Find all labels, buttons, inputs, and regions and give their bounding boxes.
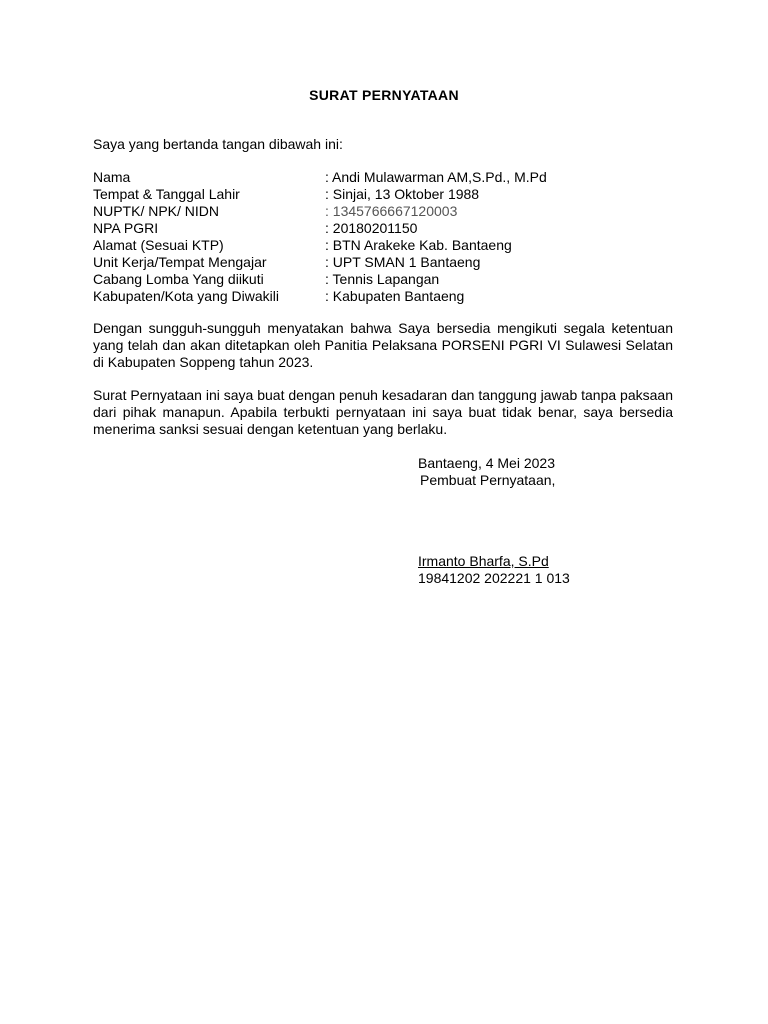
field-value: : UPT SMAN 1 Bantaeng <box>325 254 481 270</box>
field-row-kabupaten <box>93 288 693 305</box>
field-label: Cabang Lomba Yang diikuti <box>93 271 264 287</box>
field-row-nuptk <box>93 203 693 220</box>
signer-name: Irmanto Bharfa, S.Pd <box>418 553 549 569</box>
field-value: : 1345766667120003 <box>325 203 458 219</box>
field-row-nama <box>93 169 693 186</box>
field-label: NPA PGRI <box>93 220 159 236</box>
field-row-unit-kerja <box>93 254 693 271</box>
identity-fields <box>93 169 693 305</box>
field-label: Kabupaten/Kota yang Diwakili <box>93 288 280 304</box>
field-value: : Kabupaten Bantaeng <box>325 288 465 304</box>
field-row-alamat <box>93 237 693 254</box>
field-label: Tempat & Tanggal Lahir <box>93 186 240 202</box>
declaration-paragraph: Surat Pernyataan ini saya buat dengan penuh kesadaran dan tanggung jawab tanpa paksaan dari pihak manapun. Apabila terbukti pernyataan ini saya buat tidak benar, saya bersedia menerima sanksi sesuai dengan ketentuan yang berlaku. <box>93 387 673 437</box>
signature-role: Pembuat Pernyataan, <box>420 472 556 488</box>
field-label: Alamat (Sesuai KTP) <box>93 237 224 253</box>
field-row-npa <box>93 220 693 237</box>
intro-text: Saya yang bertanda tangan dibawah ini: <box>93 136 343 152</box>
field-row-cabang-lomba <box>93 271 693 288</box>
document-title: SURAT PERNYATAAN <box>309 87 459 103</box>
signature-block <box>418 455 555 489</box>
signature-place-date: Bantaeng, 4 Mei 2023 <box>418 455 555 471</box>
field-value: : BTN Arakeke Kab. Bantaeng <box>325 237 512 253</box>
field-value: : Sinjai, 13 Oktober 1988 <box>325 186 480 202</box>
field-label: NUPTK/ NPK/ NIDN <box>93 203 220 219</box>
field-value: : Tennis Lapangan <box>325 271 440 287</box>
statement-paragraph: Dengan sungguh-sungguh menyatakan bahwa Saya bersedia mengikuti segala ketentuan yang telah dan akan ditetapkan oleh Panitia Pelaksana PORSENI PGRI VI Sulawesi Selatan di Kabupaten Soppeng tahun 2023. <box>93 320 673 370</box>
field-label: Unit Kerja/Tempat Mengajar <box>93 254 267 270</box>
signer-id-number: 19841202 202221 1 013 <box>418 570 570 586</box>
field-row-ttl <box>93 186 693 203</box>
field-label: Nama <box>93 169 131 185</box>
field-value: : Andi Mulawarman AM,S.Pd., M.Pd <box>325 169 547 185</box>
field-value: : 20180201150 <box>325 220 418 236</box>
